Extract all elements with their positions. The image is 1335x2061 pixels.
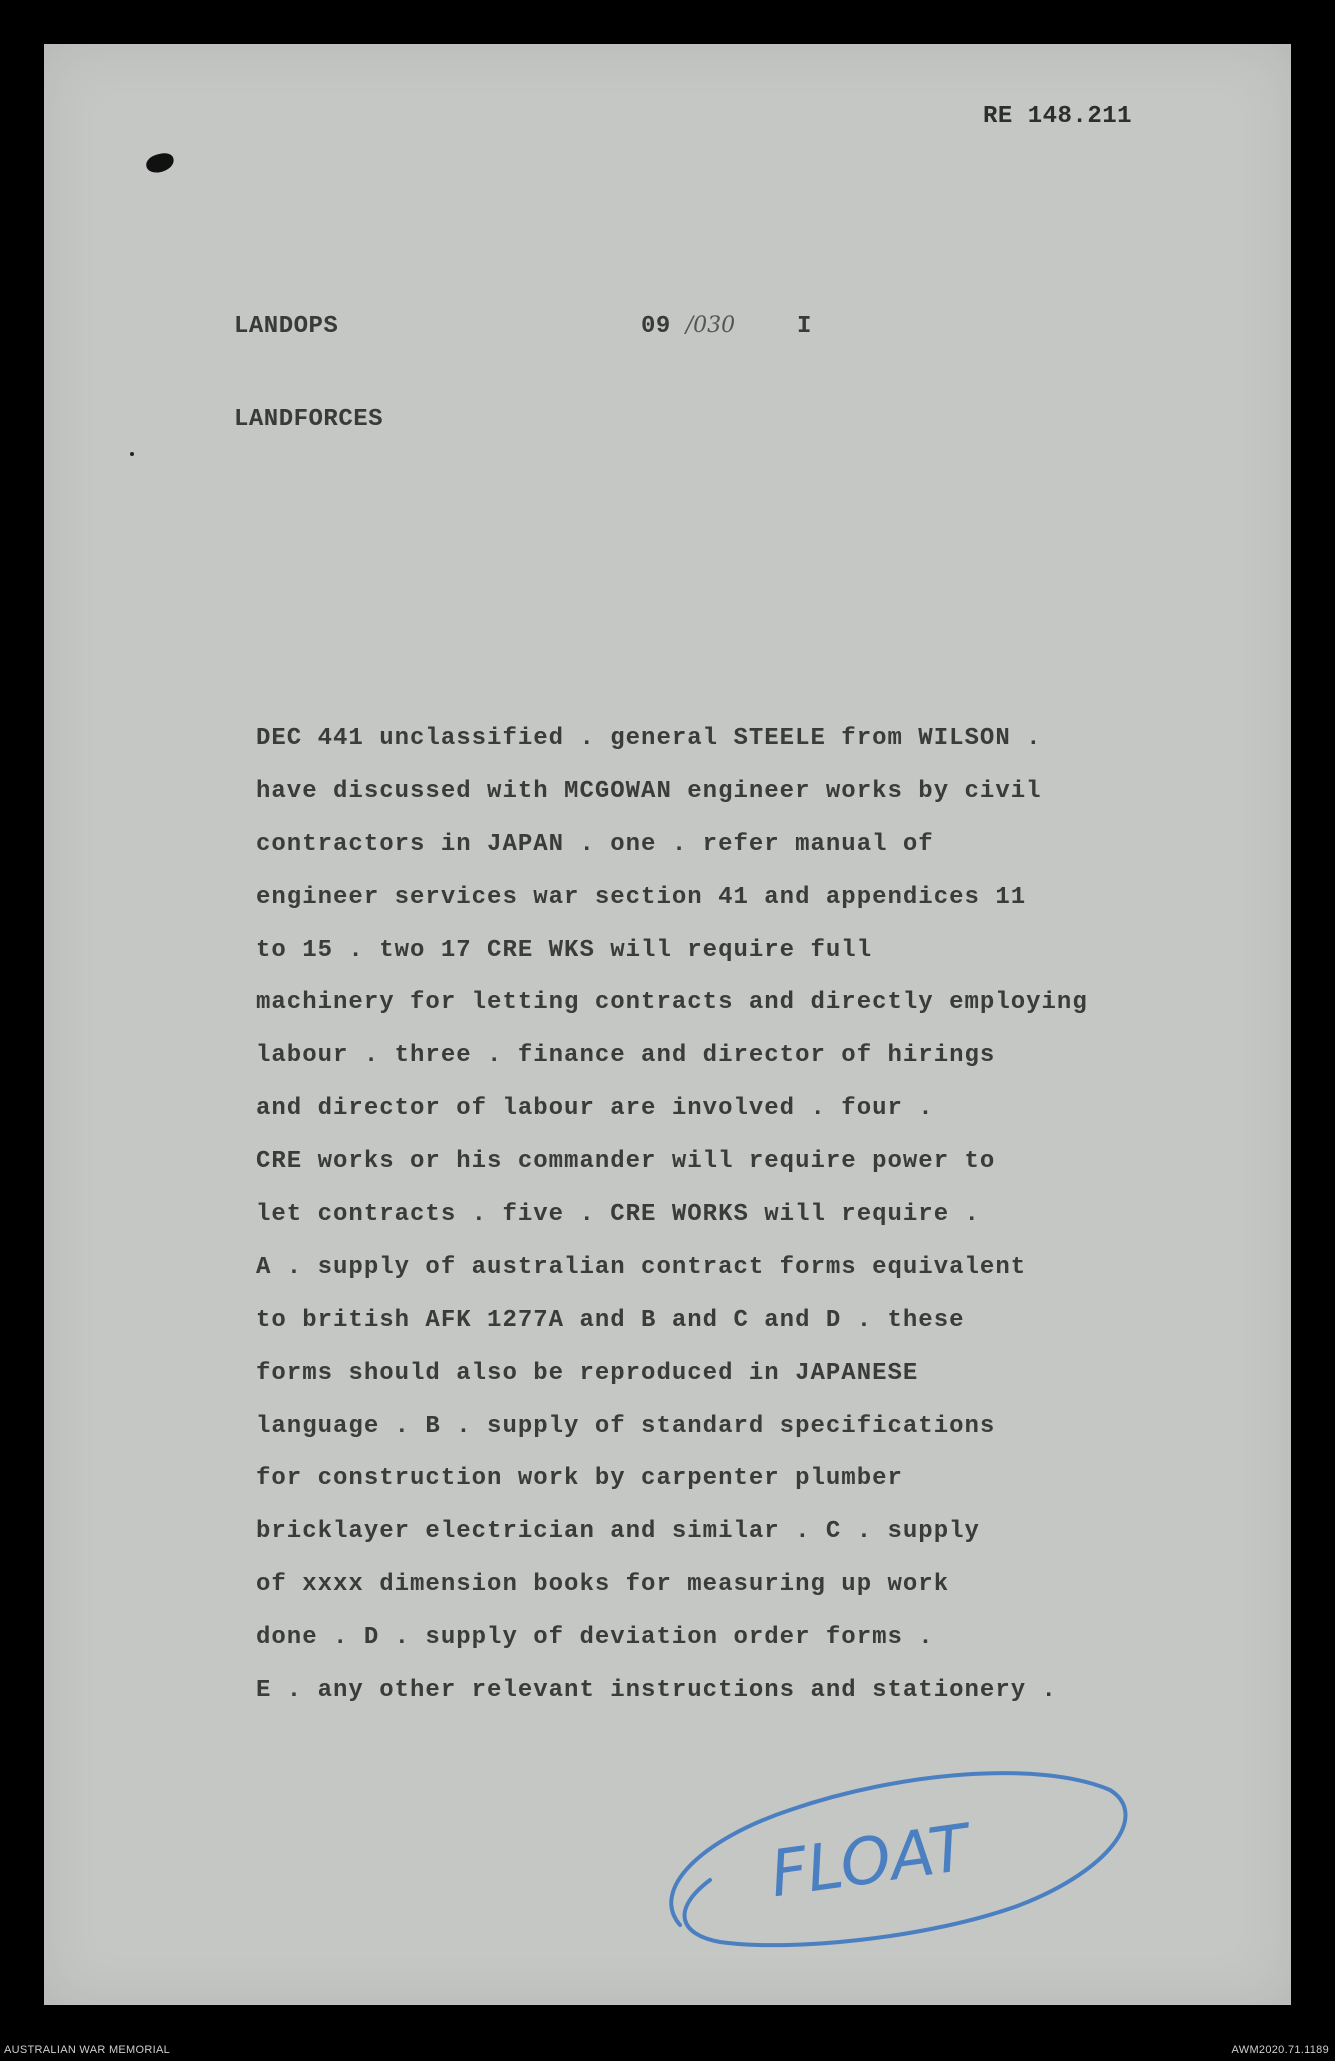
footer-institution: AUSTRALIAN WAR MEMORIAL — [4, 2044, 171, 2056]
message-body — [256, 713, 1088, 1718]
body-line: engineer services war section 41 and appendices 11 — [256, 883, 1027, 911]
body-line: let contracts . five . CRE WORKS will require . — [256, 1201, 980, 1229]
body-line: labour . three . finance and director of hirings — [256, 1042, 996, 1070]
ink-speck — [130, 452, 134, 456]
float-pencil-annotation — [640, 1720, 1140, 1960]
float-text: FLOAT — [765, 1811, 974, 1913]
body-line: to british AFK 1277A and B and C and D . these — [256, 1306, 965, 1334]
dtg-handwritten: /030 — [685, 313, 736, 338]
body-line: A . supply of australian contract forms equivalent — [256, 1253, 1027, 1281]
body-line: CRE works or his commander will require power to — [256, 1148, 996, 1176]
body-line: of xxxx dimension books for measuring up work — [256, 1571, 950, 1599]
dtg-typed: 09 — [641, 313, 671, 340]
addressee-to: LANDOPS — [234, 313, 339, 340]
body-line: machinery for letting contracts and directly employing — [256, 989, 1088, 1017]
addressee-from: LANDFORCES — [234, 406, 384, 433]
date-time-group — [641, 313, 735, 340]
reference-number: RE 148.211 — [983, 103, 1133, 130]
body-line: E . any other relevant instructions and stationery . — [256, 1677, 1057, 1705]
body-line: done . D . supply of deviation order forms . — [256, 1624, 934, 1652]
footer-accession-number: AWM2020.71.1189 — [1231, 2044, 1329, 2056]
body-line: for construction work by carpenter plumber — [256, 1465, 903, 1493]
body-line: DEC 441 unclassified . general STEELE from WILSON . — [256, 725, 1042, 752]
body-line: and director of labour are involved . four . — [256, 1095, 934, 1123]
body-line: have discussed with MCGOWAN engineer works by civil — [256, 777, 1042, 805]
body-line: to 15 . two 17 CRE WKS will require full — [256, 936, 873, 964]
body-line: bricklayer electrician and similar . C . supply — [256, 1518, 980, 1546]
body-line: forms should also be reproduced in JAPANESE — [256, 1359, 919, 1387]
body-line: contractors in JAPAN . one . refer manual of — [256, 830, 934, 858]
priority-marker: I — [797, 313, 812, 340]
body-line: language . B . supply of standard specifications — [256, 1412, 996, 1440]
